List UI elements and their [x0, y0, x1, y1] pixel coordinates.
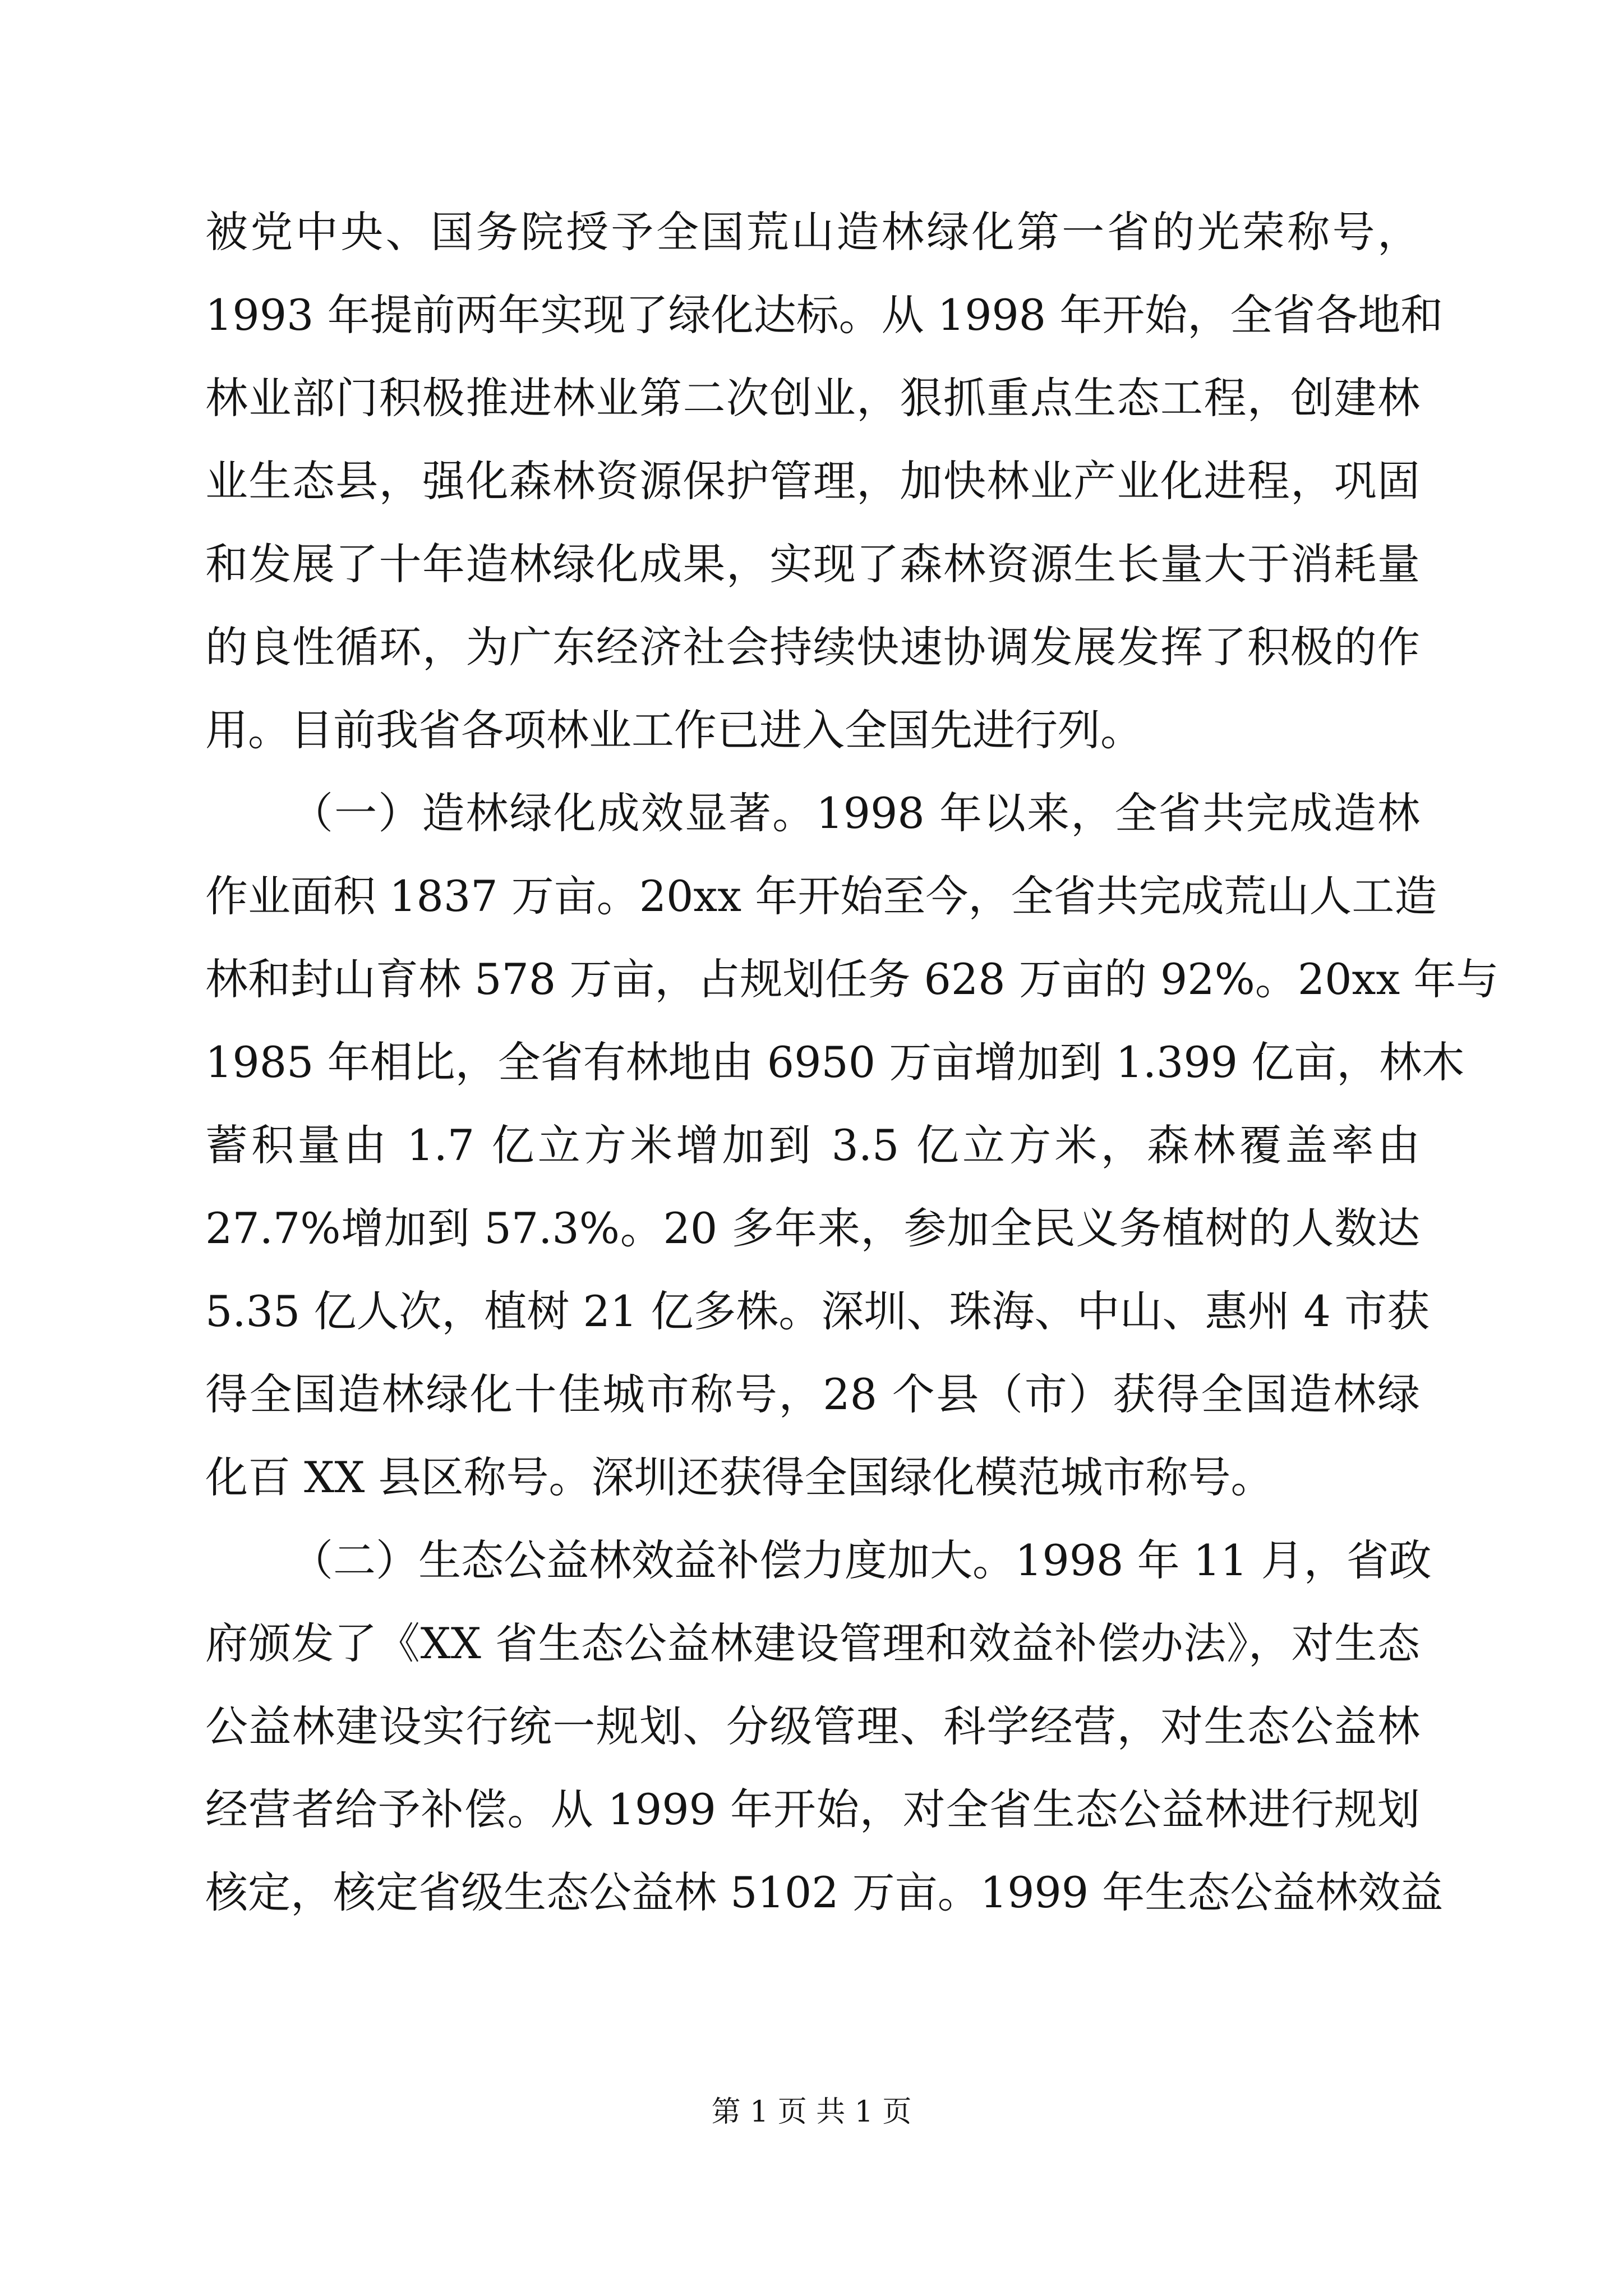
text-line: 公益林建设实行统一规划、分级管理、科学经营，对生态公益林	[205, 1701, 1420, 1751]
text-line: 1993 年提前两年实现了绿化达标。从 1998 年开始，全省各地和	[205, 290, 1444, 340]
text-line: 得全国造林绿化十佳城市称号，28 个县（市）获得全国造林绿	[205, 1369, 1420, 1419]
text-line: 的良性循环，为广东经济社会持续快速协调发展发挥了积极的作	[205, 622, 1420, 672]
text-line: （一）造林绿化成效显著。1998 年以来，全省共完成造林	[291, 788, 1420, 838]
paragraph	[205, 772, 1499, 1519]
text-line: 被党中央、国务院授予全国荒山造林绿化第一省的光荣称号，	[205, 207, 1420, 257]
text-line: 1985 年相比，全省有林地由 6950 万亩增加到 1.399 亿亩，林木	[205, 1037, 1465, 1087]
paragraph	[205, 191, 1444, 772]
text-line: 化百 XX 县区称号。深圳还获得全国绿化模范城市称号。	[205, 1452, 1274, 1502]
text-line: 业生态县，强化森林资源保护管理，加快林业产业化进程，巩固	[205, 456, 1420, 506]
text-line: 林业部门积极推进林业第二次创业，狠抓重点生态工程，创建林	[205, 373, 1420, 423]
page-footer: 第 1 页 共 1 页	[711, 2095, 912, 2129]
paragraph	[205, 1519, 1444, 1934]
text-line: 作业面积 1837 万亩。20xx 年开始至今，全省共完成荒山人工造	[205, 871, 1437, 921]
text-line: 府颁发了《XX 省生态公益林建设管理和效益补偿办法》，对生态	[205, 1618, 1420, 1668]
text-line: 5.35 亿人次，植树 21 亿多株。深圳、珠海、中山、惠州 4 市获	[205, 1286, 1430, 1336]
text-line: 经营者给予补偿。从 1999 年开始，对全省生态公益林进行规划	[205, 1784, 1420, 1834]
text-line: 林和封山育林 578 万亩，占规划任务 628 万亩的 92%。20xx 年与	[205, 954, 1499, 1004]
document-body	[205, 191, 1499, 1934]
text-line: 核定，核定省级生态公益林 5102 万亩。1999 年生态公益林效益	[205, 1867, 1444, 1917]
text-line: 用。目前我省各项林业工作已进入全国先进行列。	[205, 705, 1143, 755]
text-line: 和发展了十年造林绿化成果，实现了森林资源生长量大于消耗量	[205, 539, 1420, 589]
text-line: 27.7%增加到 57.3%。20 多年来，参加全民义务植树的人数达	[205, 1203, 1420, 1253]
text-line: （二）生态公益林效益补偿力度加大。1998 年 11 月，省政	[291, 1535, 1432, 1585]
text-line: 蓄积量由 1.7 亿立方米增加到 3.5 亿立方米，森林覆盖率由	[205, 1120, 1420, 1170]
